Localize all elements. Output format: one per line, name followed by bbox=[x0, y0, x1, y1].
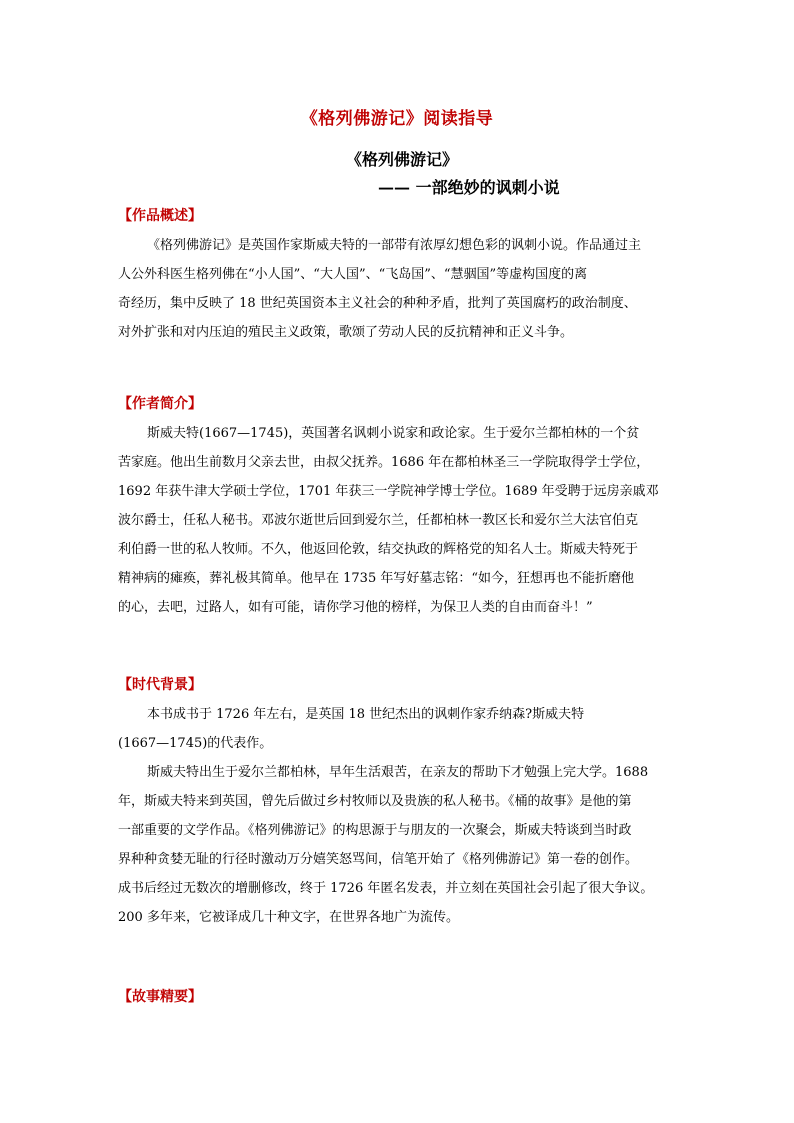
overview-section bbox=[118, 205, 686, 347]
book-title: 《格列佛游记》 bbox=[346, 150, 459, 169]
story-heading: 【故事精要】 bbox=[118, 989, 202, 1005]
overview-heading: 【作品概述】 bbox=[118, 208, 202, 224]
background-line: 本书成书于 1726 年左右，是英国 18 世纪杰出的讽刺作家乔纳森?斯威夫特 bbox=[147, 707, 585, 722]
background-section bbox=[118, 674, 686, 932]
story-section bbox=[118, 986, 686, 1012]
author-line: 利伯爵一世的私人牧师。不久，他返回伦敦，结交执政的辉格党的知名人士。斯威夫特死于 bbox=[118, 542, 639, 557]
author-line: 的心，去吧，过路人，如有可能，请你学习他的榜样，为保卫人类的自由而奋斗！” bbox=[118, 600, 593, 615]
author-line: 苦家庭。他出生前数月父亲去世，由叔父抚养。1686 年在都柏林圣三一学院取得学士学位， bbox=[118, 455, 650, 470]
overview-line: 对外扩张和对内压迫的殖民主义政策，歌颂了劳动人民的反抗精神和正义斗争。 bbox=[118, 325, 574, 340]
background-line: 年，斯威夫特来到英国，曾先后做过乡村牧师以及贵族的私人秘书。《桶的故事》是他的第 bbox=[118, 794, 632, 809]
background-line: 斯威夫特出生于爱尔兰都柏林，早年生活艰苦，在亲友的帮助下才勉强上完大学。1688 bbox=[147, 765, 649, 780]
book-tagline: —— 一部绝妙的讽刺小说 bbox=[378, 178, 560, 197]
background-heading: 【时代背景】 bbox=[118, 677, 202, 693]
background-line: 成书后经过无数次的增删修改，终于 1726 年匿名发表，并立刻在英国社会引起了很大争议。 bbox=[118, 881, 654, 896]
overview-line: 奇经历，集中反映了 18 世纪英国资本主义社会的种种矛盾，批判了英国腐朽的政治制度、 bbox=[118, 296, 637, 311]
background-line: (1667—1745)的代表作。 bbox=[118, 736, 273, 751]
overview-line: 人公外科医生格列佛在“小人国”、“大人国”、“飞岛国”、“慧骃国”等虚构国度的离 bbox=[118, 267, 588, 282]
author-heading: 【作者简介】 bbox=[118, 396, 202, 412]
author-line: 1692 年获牛津大学硕士学位，1701 年获三一学院神学博士学位。1689 年受聘于远房亲戚邓 bbox=[118, 484, 659, 499]
background-line: 200 多年来，它被译成几十种文字，在世界各地广为流传。 bbox=[118, 910, 459, 925]
background-line: 一部重要的文学作品。《格列佛游记》的构思源于与朋友的一次聚会，斯威夫特谈到当时政 bbox=[118, 823, 632, 838]
author-line: 斯威夫特(1667—1745)，英国著名讽刺小说家和政论家。生于爱尔兰都柏林的一个贫 bbox=[147, 426, 640, 441]
background-line: 界种种贪婪无耻的行径时激动万分嬉笑怒骂间，信笔开始了《格列佛游记》第一卷的创作。 bbox=[118, 852, 639, 867]
author-line: 波尔爵士，任私人秘书。邓波尔逝世后回到爱尔兰，任都柏林一教区长和爱尔兰大法官伯克 bbox=[118, 513, 639, 528]
page-title: 《格列佛游记》阅读指导 bbox=[300, 109, 494, 129]
author-line: 精神病的瘫痪，葬礼极其简单。他早在 1735 年写好墓志铭：“如今，狂想再也不能折磨他 bbox=[118, 571, 634, 586]
overview-line: 《格列佛游记》是英国作家斯威夫特的一部带有浓厚幻想色彩的讽刺小说。作品通过主 bbox=[147, 238, 642, 253]
author-section bbox=[118, 393, 686, 622]
